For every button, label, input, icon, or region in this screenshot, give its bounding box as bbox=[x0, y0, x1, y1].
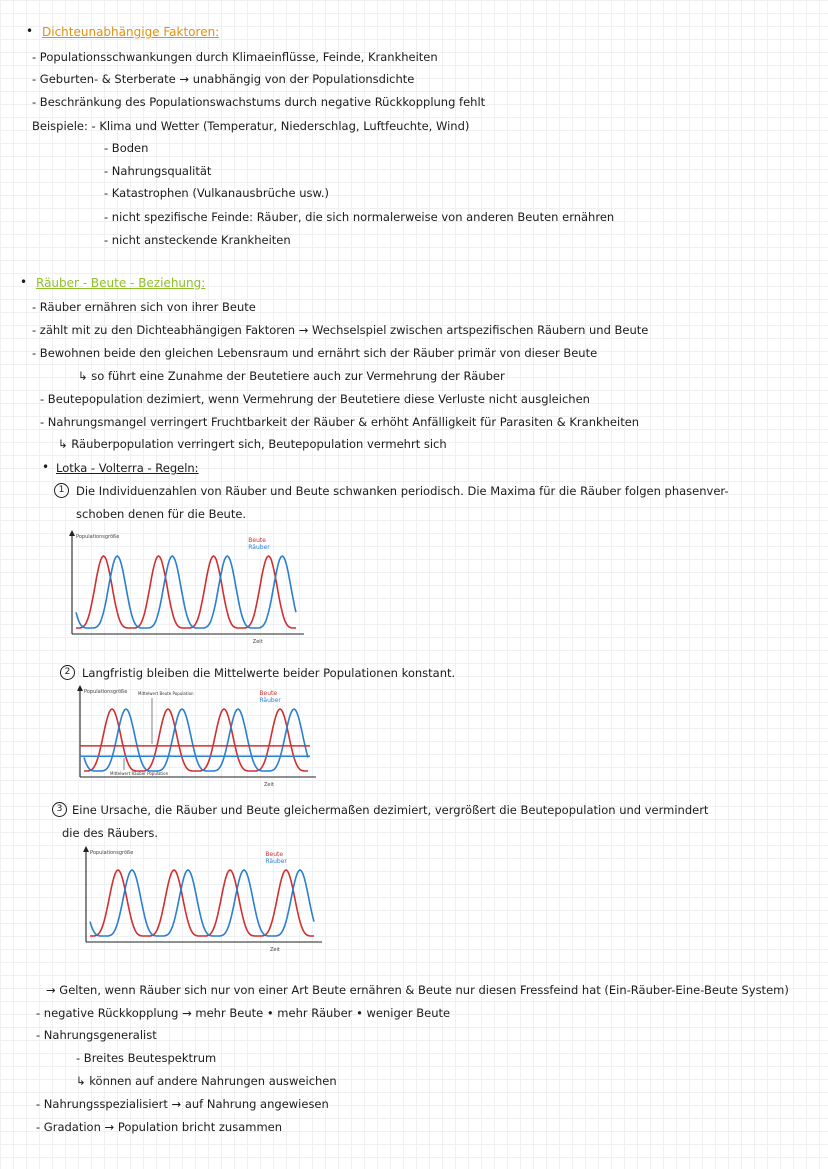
legend-entry: Räuber bbox=[265, 858, 287, 865]
series-line-0 bbox=[90, 870, 314, 936]
text-line: ↳ Räuberpopulation verringert sich, Beutepopulation vermehrt sich bbox=[58, 437, 447, 451]
legend-entry: Räuber bbox=[248, 544, 270, 551]
chart-3 bbox=[78, 846, 328, 952]
chart-2 bbox=[70, 685, 320, 788]
text-line: Beispiele: - Klima und Wetter (Temperatur, Niederschlag, Luftfeuchte, Wind) bbox=[32, 119, 470, 133]
annotation-prey-mean: Mittelwert Beute Population bbox=[138, 691, 194, 696]
series-line-1 bbox=[90, 870, 314, 936]
text-line: - Breites Beutespektrum bbox=[76, 1051, 217, 1065]
legend-entry: Räuber bbox=[259, 697, 281, 704]
x-axis-label: Zeit bbox=[252, 639, 263, 645]
y-axis-label: Populationsgröße bbox=[76, 534, 120, 540]
bullet-dot: • bbox=[20, 275, 28, 289]
y-axis-label: Populationsgröße bbox=[84, 689, 128, 695]
text-line: - Räuber ernähren sich von ihrer Beute bbox=[32, 300, 256, 314]
series-line-0 bbox=[84, 709, 308, 771]
text-line: - negative Rückkopplung → mehr Beute • mehr Räuber • weniger Beute bbox=[36, 1006, 451, 1020]
text-line: - Beutepopulation dezimiert, wenn Vermehrung der Beutetiere diese Verluste nicht ausgleichen bbox=[40, 392, 590, 406]
rule-text: Die Individuenzahlen von Räuber und Beute schwanken periodisch. Die Maxima für die Räuber folgen phasenver- bbox=[76, 484, 729, 498]
text-line: - nicht spezifische Feinde: Räuber, die sich normalerweise von anderen Beuten ernähren bbox=[104, 210, 615, 224]
section-heading-density-independent: Dichteunabhängige Faktoren: bbox=[42, 25, 220, 39]
text-line: → Gelten, wenn Räuber sich nur von einer Art Beute ernähren & Beute nur diesen Fressfeind hat (Ein-Räuber-Eine-Beute System) bbox=[46, 983, 789, 997]
text-line: - Nahrungsgeneralist bbox=[36, 1028, 157, 1042]
annotation-predator-mean: Mittelwert Räuber Population bbox=[110, 771, 169, 776]
text-line: - Gradation → Population bricht zusammen bbox=[36, 1120, 283, 1134]
text-line: - Boden bbox=[104, 141, 149, 155]
chart-svg bbox=[70, 685, 320, 788]
y-axis-arrow bbox=[77, 685, 83, 691]
rule-number: 1 bbox=[54, 483, 69, 498]
x-axis-label: Zeit bbox=[270, 947, 280, 953]
legend-entry: Beute bbox=[265, 851, 284, 858]
text-line: - Nahrungsspezialisiert → auf Nahrung angewiesen bbox=[36, 1097, 329, 1111]
y-axis-arrow bbox=[69, 530, 75, 536]
text-line: - Nahrungsmangel verringert Fruchtbarkeit der Räuber & erhöht Anfälligkeit für Parasiten & Krankheiten bbox=[40, 415, 640, 429]
text-line: - Populationsschwankungen durch Klimaeinflüsse, Feinde, Krankheiten bbox=[32, 50, 438, 64]
chart-svg bbox=[78, 846, 328, 952]
rule-text: Eine Ursache, die Räuber und Beute gleichermaßen dezimiert, vergrößert die Beutepopulation und vermindert bbox=[72, 803, 709, 817]
section-heading-predator-prey: Räuber - Beute - Beziehung: bbox=[36, 276, 206, 290]
rule-text-continued: schoben denen für die Beute. bbox=[76, 507, 247, 521]
rule-text: Langfristig bleiben die Mittelwerte beider Populationen konstant. bbox=[82, 666, 456, 680]
legend-entry: Beute bbox=[248, 537, 266, 544]
legend-entry: Beute bbox=[259, 690, 278, 697]
text-line: ↳ so führt eine Zunahme der Beutetiere auch zur Vermehrung der Räuber bbox=[78, 369, 505, 383]
lotka-volterra-heading: Lotka - Volterra - Regeln: bbox=[56, 461, 199, 475]
text-line: - Nahrungsqualität bbox=[104, 164, 212, 178]
y-axis-label: Populationsgröße bbox=[90, 850, 134, 856]
y-axis-arrow bbox=[83, 846, 89, 852]
series-line-0 bbox=[76, 556, 296, 628]
chart-1 bbox=[60, 530, 310, 645]
text-line: - Bewohnen beide den gleichen Lebensraum und ernährt sich der Räuber primär von dieser Beute bbox=[32, 346, 598, 360]
x-axis-label: Zeit bbox=[264, 782, 274, 788]
text-line: ↳ können auf andere Nahrungen ausweichen bbox=[76, 1074, 337, 1088]
chart-svg bbox=[60, 530, 310, 645]
text-line: - Katastrophen (Vulkanausbrüche usw.) bbox=[104, 186, 329, 200]
bullet-dot: • bbox=[26, 24, 34, 38]
text-line: - Beschränkung des Populationswachstums durch negative Rückkopplung fehlt bbox=[32, 95, 486, 109]
text-line: - nicht ansteckende Krankheiten bbox=[104, 233, 291, 247]
rule-text-continued: die des Räubers. bbox=[62, 826, 159, 840]
text-line: - zählt mit zu den Dichteabhängigen Faktoren → Wechselspiel zwischen artspezifischen Räubern und Beute bbox=[32, 323, 649, 337]
text-line: - Geburten- & Sterberate → unabhängig von der Populationsdichte bbox=[32, 72, 415, 86]
rule-number: 3 bbox=[52, 802, 67, 817]
bullet-dot: • bbox=[42, 460, 50, 474]
series-line-1 bbox=[76, 556, 296, 628]
rule-number: 2 bbox=[60, 665, 75, 680]
